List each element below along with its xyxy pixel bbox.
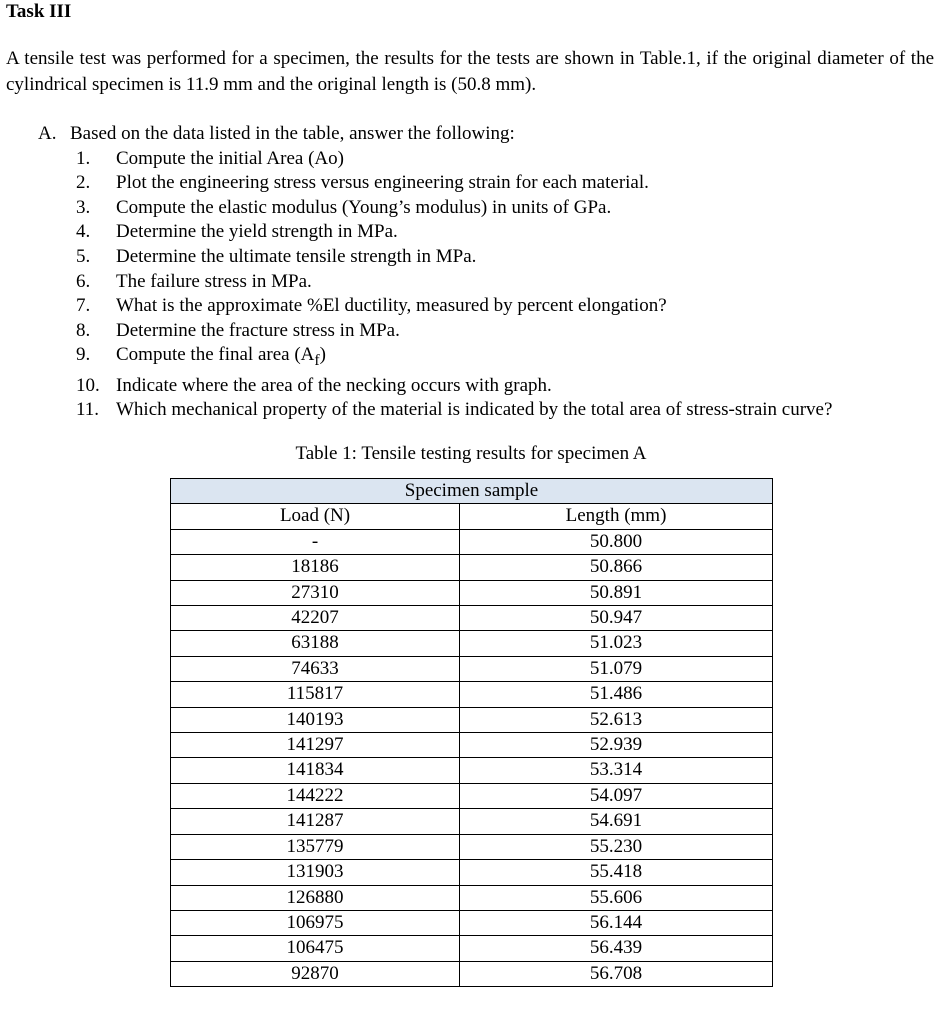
column-header-load: Load (N): [171, 504, 460, 529]
group-header-row: [171, 479, 773, 504]
question-item: [38, 147, 928, 172]
section-label: A.: [38, 123, 57, 144]
load-cell: 131903: [171, 860, 460, 885]
length-cell: 50.800: [460, 529, 773, 554]
section-heading: [38, 122, 928, 147]
question-number: 9.: [76, 344, 91, 366]
length-cell: 51.079: [460, 656, 773, 681]
table-row: [171, 682, 773, 707]
table-row: [171, 834, 773, 859]
load-cell: 144222: [171, 783, 460, 808]
group-header-cell: Specimen sample: [171, 479, 773, 504]
length-cell: 55.418: [460, 860, 773, 885]
question-item: [38, 294, 928, 319]
question-item: [38, 245, 928, 270]
question-text: Compute the initial Area (Ao): [116, 147, 344, 169]
load-cell: 135779: [171, 834, 460, 859]
question-item: [38, 196, 928, 221]
load-cell: 18186: [171, 555, 460, 580]
length-cell: 50.866: [460, 555, 773, 580]
question-text: Determine the yield strength in MPa.: [116, 221, 398, 243]
column-header-length: Length (mm): [460, 504, 773, 529]
load-cell: 115817: [171, 682, 460, 707]
question-number: 2.: [76, 172, 91, 194]
load-cell: 92870: [171, 961, 460, 986]
load-cell: 126880: [171, 885, 460, 910]
section-text: Based on the data listed in the table, answer the following:: [70, 123, 515, 144]
question-text: Which mechanical property of the material is indicated by the total area of stress-strain curve?: [116, 399, 833, 421]
question-item: [38, 220, 928, 245]
length-cell: 52.939: [460, 733, 773, 758]
question-number: 3.: [76, 196, 91, 218]
load-cell: 140193: [171, 707, 460, 732]
question-number: 10.: [76, 374, 100, 396]
length-cell: 51.023: [460, 631, 773, 656]
question-text: Determine the fracture stress in MPa.: [116, 319, 400, 341]
length-cell: 54.691: [460, 809, 773, 834]
table-row: [171, 606, 773, 631]
table-row: [171, 631, 773, 656]
length-cell: 55.230: [460, 834, 773, 859]
question-item: [38, 319, 928, 344]
table-row: [171, 555, 773, 580]
load-cell: 141287: [171, 809, 460, 834]
column-header-row: [171, 504, 773, 529]
length-cell: 56.439: [460, 936, 773, 961]
question-text: Compute the elastic modulus (Young’s modulus) in units of GPa.: [116, 196, 612, 218]
table-row: [171, 656, 773, 681]
question-number: 7.: [76, 295, 91, 317]
question-text: Compute the final area (A: [116, 344, 315, 366]
load-cell: 141834: [171, 758, 460, 783]
question-section: [38, 122, 928, 423]
task-title: Task III: [6, 1, 72, 22]
table-row: [171, 910, 773, 935]
question-number: 1.: [76, 147, 91, 169]
question-text: Plot the engineering stress versus engineering strain for each material.: [116, 172, 649, 194]
length-cell: 53.314: [460, 758, 773, 783]
question-number: 5.: [76, 245, 91, 267]
load-cell: 74633: [171, 656, 460, 681]
length-cell: 50.947: [460, 606, 773, 631]
tensile-results-table: [170, 478, 773, 987]
question-text: What is the approximate %El ductility, measured by percent elongation?: [116, 295, 667, 317]
question-text: Indicate where the area of the necking occurs with graph.: [116, 374, 552, 396]
table-row: [171, 860, 773, 885]
length-cell: 50.891: [460, 580, 773, 605]
load-cell: 106975: [171, 910, 460, 935]
question-item: [38, 343, 928, 373]
load-cell: 27310: [171, 580, 460, 605]
load-cell: 106475: [171, 936, 460, 961]
question-number: 4.: [76, 221, 91, 243]
intro-paragraph: A tensile test was performed for a specimen, the results for the tests are shown in Table.1, if the original diameter of the cylindrical specimen is 11.9 mm and the original length is (50.8 mm).: [6, 48, 934, 95]
length-cell: 54.097: [460, 783, 773, 808]
load-cell: 141297: [171, 733, 460, 758]
question-item: [38, 374, 928, 399]
length-cell: 51.486: [460, 682, 773, 707]
length-cell: 56.144: [460, 910, 773, 935]
question-item: [38, 398, 928, 423]
question-number: 6.: [76, 270, 91, 292]
table-row: [171, 961, 773, 986]
length-cell: 52.613: [460, 707, 773, 732]
table-row: [171, 936, 773, 961]
question-text: Determine the ultimate tensile strength in MPa.: [116, 245, 477, 267]
subscript-f: f: [314, 352, 320, 370]
load-cell: 42207: [171, 606, 460, 631]
table-row: [171, 733, 773, 758]
length-cell: 56.708: [460, 961, 773, 986]
question-item: [38, 171, 928, 196]
question-number: 8.: [76, 319, 91, 341]
question-text-end: ): [319, 344, 326, 366]
table-row: [171, 809, 773, 834]
length-cell: 55.606: [460, 885, 773, 910]
table-row: [171, 783, 773, 808]
question-text: The failure stress in MPa.: [116, 270, 312, 292]
table-row: [171, 758, 773, 783]
table-row: [171, 885, 773, 910]
table-row: [171, 580, 773, 605]
table-caption: Table 1: Tensile testing results for specimen A: [295, 443, 647, 464]
table-row: [171, 529, 773, 554]
load-cell: 63188: [171, 631, 460, 656]
question-number: 11.: [76, 399, 100, 421]
question-list: [38, 147, 928, 423]
question-item: [38, 270, 928, 295]
load-cell: -: [171, 529, 460, 554]
table-row: [171, 707, 773, 732]
